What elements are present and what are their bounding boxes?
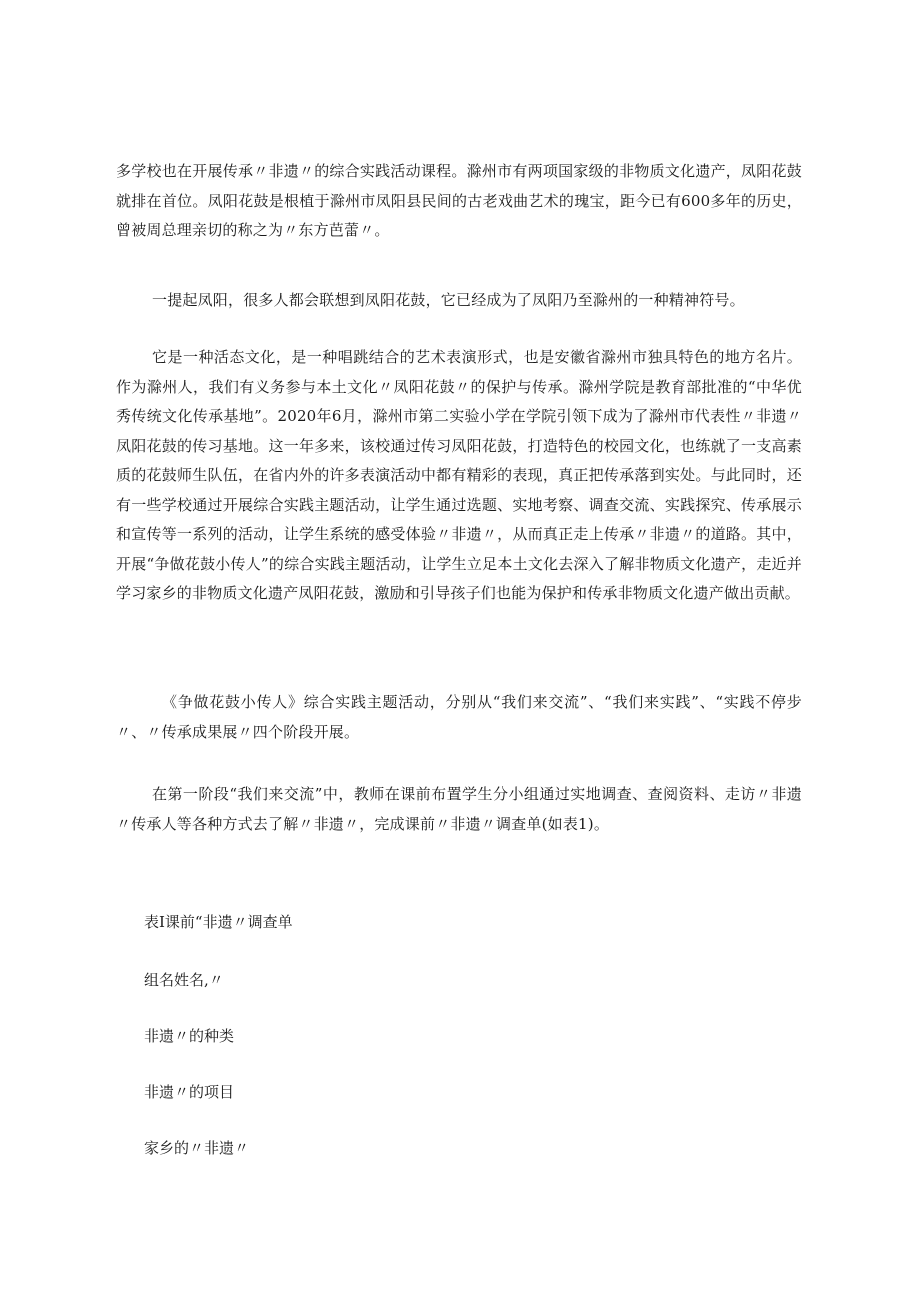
- paragraph-intangible-heritage-intro: 多学校也在开展传承〃非遗〃的综合实践活动课程。滁州市有两项国家级的非物质文化遗产，凤阳花鼓就排在首位。凤阳花鼓是根植于滁州市凤阳县民间的古老戏曲艺术的瑰宝，距今已有600多年的历史，曾被周总理亲切的称之为〃东方芭蕾〃。: [116, 162, 802, 239]
- paragraph-living-culture: 它是一种活态文化，是一种唱跳结合的艺术表演形式，也是安徽省滁州市独具特色的地方名片。作为滁州人，我们有义务参与本土文化〃凤阳花鼓〃的保护与传承。滁州学院是教育部批准的“中华优秀传统文化传承基地”。2020年6月，滁州市第二实验小学在学院引领下成为了滁州市代表性〃非遗〃凤阳花鼓的传习基地。这一年多来，该校通过传习凤阳花鼓，打造特色的校园文化，也练就了一支高素质的花鼓师生队伍，在省内外的许多表演活动中都有精彩的表现，真正把传承落到实处。与此同时，还有一些学校通过开展综合实践主题活动，让学生通过选题、实地考察、调查交流、实践探究、传承展示和宣传等一系列的活动，让学生系统的感受体验〃非遗〃，从而真正走上传承〃非遗〃的道路。其中，开展“争做花鼓小传人”的综合实践主题活动，让学生立足本土文化去深入了解非物质文化遗产，走近并学习家乡的非物质文化遗产凤阳花鼓，激励和引导孩子们也能为保护和传承非物质文化遗产做出贡献。: [116, 348, 802, 602]
- table-row-group-names: 组名姓名,〃: [144, 971, 224, 989]
- table-row-heritage-project: 非遗〃的项目: [144, 1083, 235, 1101]
- table-row-heritage-type: 非遗〃的种类: [144, 1027, 235, 1045]
- paragraph-fengyang-symbol: 一提起凤阳，很多人都会联想到凤阳花鼓，它已经成为了凤阳乃至滁州的一种精神符号。: [152, 291, 745, 309]
- table-caption: 表I课前“非遗〃调查单: [144, 913, 293, 931]
- paragraph-activity-stages: 《争做花鼓小传人》综合实践主题活动，分别从“我们来交流”、“我们来实践”、“实践不停步〃、〃传承成果展〃四个阶段开展。: [116, 693, 802, 741]
- paragraph-first-stage: 在第一阶段“我们来交流”中，教师在课前布置学生分小组通过实地调查、查阅资料、走访〃非遗〃传承人等各种方式去了解〃非遗〃，完成课前〃非遗〃调查单(如表1)。: [116, 785, 802, 833]
- table-row-hometown-heritage: 家乡的〃非遗〃: [144, 1139, 250, 1157]
